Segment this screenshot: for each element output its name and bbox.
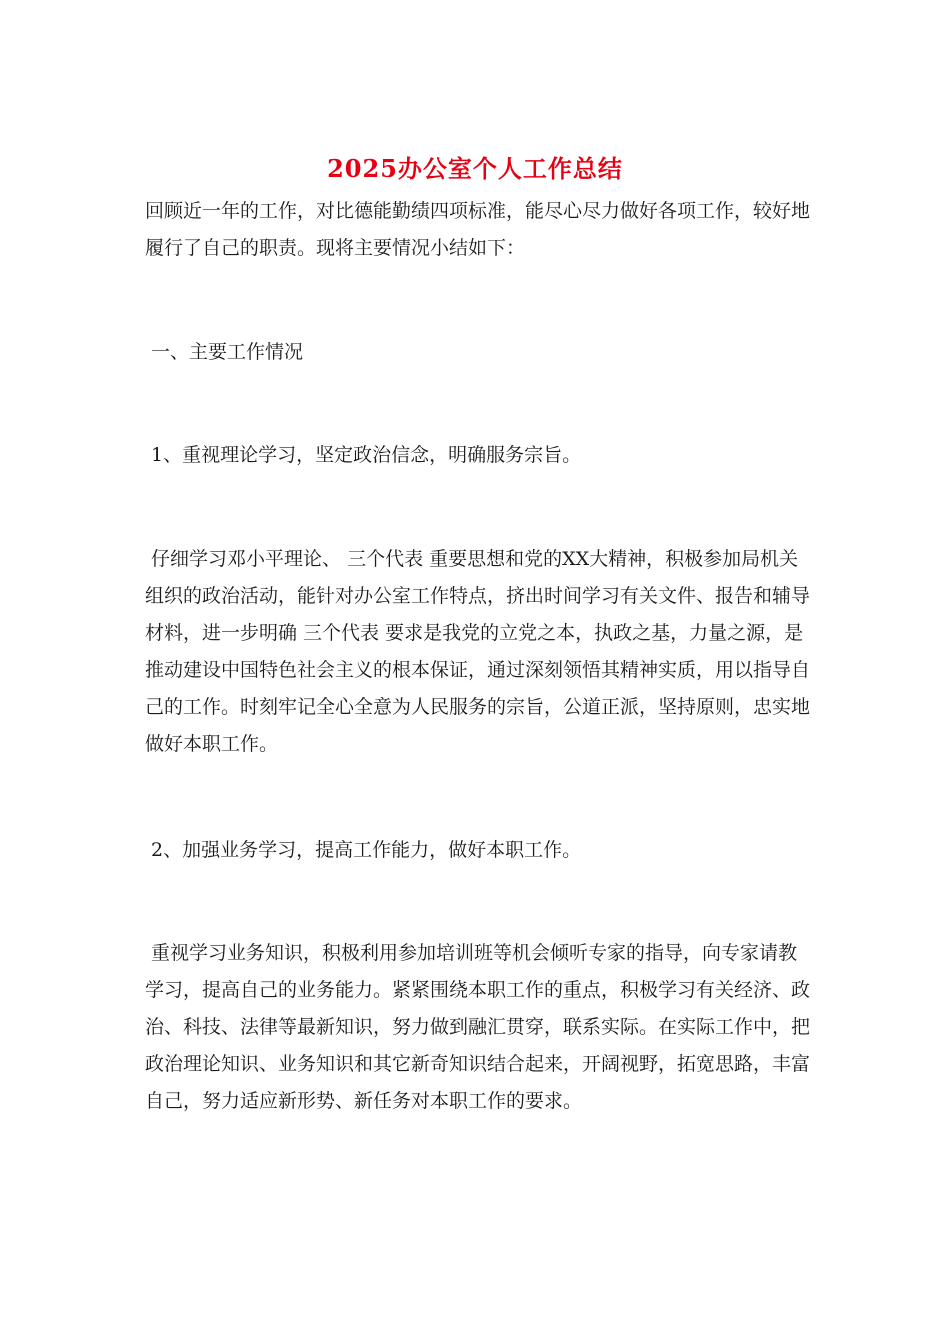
item-heading-business-study: 2、加强业务学习，提高工作能力，做好本职工作。 xyxy=(145,839,582,861)
item-body-theory-study: 仔细学习邓小平理论、 三个代表 重要思想和党的XX大精神，积极参加局机关组织的政治活动，能针对办公室工作特点，挤出时间学习有关文件、报告和辅导材料，进一步明确 三个代表 要求是我党的立党之本，执政之基，力量之源，是推动建设中国特色社会主义的根本保证，通过深刻领悟其精神实质，用以指导自己的工作。时刻牢记全心全意为人民服务的宗旨，公道正派，坚持原则，忠实地做好本职工作。 xyxy=(145,548,811,755)
section-heading-main-work: 一、主要工作情况 xyxy=(145,341,304,363)
item-heading-theory-study: 1、重视理论学习，坚定政治信念，明确服务宗旨。 xyxy=(145,444,582,466)
intro-paragraph: 回顾近一年的工作，对比德能勤绩四项标准，能尽心尽力做好各项工作，较好地履行了自己的职责。现将主要情况小结如下： xyxy=(145,200,811,259)
document-title: 2025办公室个人工作总结 xyxy=(327,154,623,183)
item-body-business-study: 重视学习业务知识，积极利用参加培训班等机会倾听专家的指导，向专家请教学习，提高自己的业务能力。紧紧围绕本职工作的重点，积极学习有关经济、政治、科技、法律等最新知识，努力做到融汇贯穿，联系实际。在实际工作中，把政治理论知识、业务知识和其它新奇知识结合起来，开阔视野，拓宽思路，丰富自己，努力适应新形势、新任务对本职工作的要求。 xyxy=(145,942,811,1112)
